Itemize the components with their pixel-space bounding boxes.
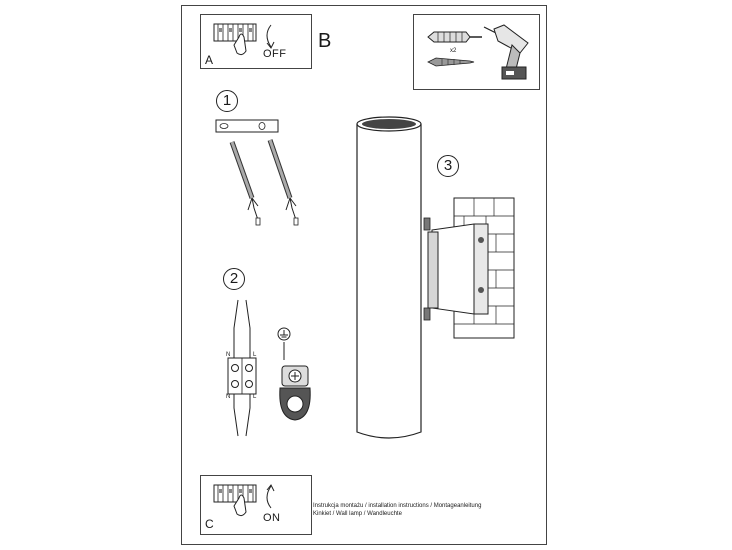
step-1-marker: 1 xyxy=(216,90,238,112)
screw-icon xyxy=(426,55,476,69)
switch-on-label: ON xyxy=(263,512,281,524)
step-3-marker: 3 xyxy=(437,155,459,177)
step-2-marker: 2 xyxy=(223,268,245,290)
breaker-on-icon xyxy=(201,476,313,536)
document-caption xyxy=(313,502,481,518)
switch-off-label: OFF xyxy=(263,48,287,60)
live-label-top: L xyxy=(253,352,257,358)
caption-line-instructions: Instrukcja montażu / installation instructions / Montageanleitung xyxy=(313,503,482,509)
live-label-bottom: L xyxy=(253,394,257,400)
panel-a-letter: A xyxy=(205,53,214,67)
breaker-off-icon xyxy=(201,15,313,70)
required-tools-panel xyxy=(413,14,540,90)
panel-c-switch-on xyxy=(200,475,312,535)
drill-icon xyxy=(484,21,534,83)
ground-terminal-illustration xyxy=(276,326,316,426)
panel-b-letter: B xyxy=(318,30,332,52)
wall-plug-icon xyxy=(426,27,486,47)
terminal-block-wiring-illustration xyxy=(224,298,260,438)
panel-c-letter: C xyxy=(205,517,214,531)
neutral-label-bottom: N xyxy=(226,394,231,400)
panel-a-switch-off xyxy=(200,14,312,69)
caption-line-product: Kinkiet / Wall lamp / Wandleuchte xyxy=(313,511,402,517)
quantity-label: x2 xyxy=(450,48,457,54)
neutral-label-top: N xyxy=(226,352,231,358)
wall-bracket-mounting-illustration xyxy=(414,198,524,338)
ceiling-plate-wire-leads-illustration xyxy=(212,118,312,233)
